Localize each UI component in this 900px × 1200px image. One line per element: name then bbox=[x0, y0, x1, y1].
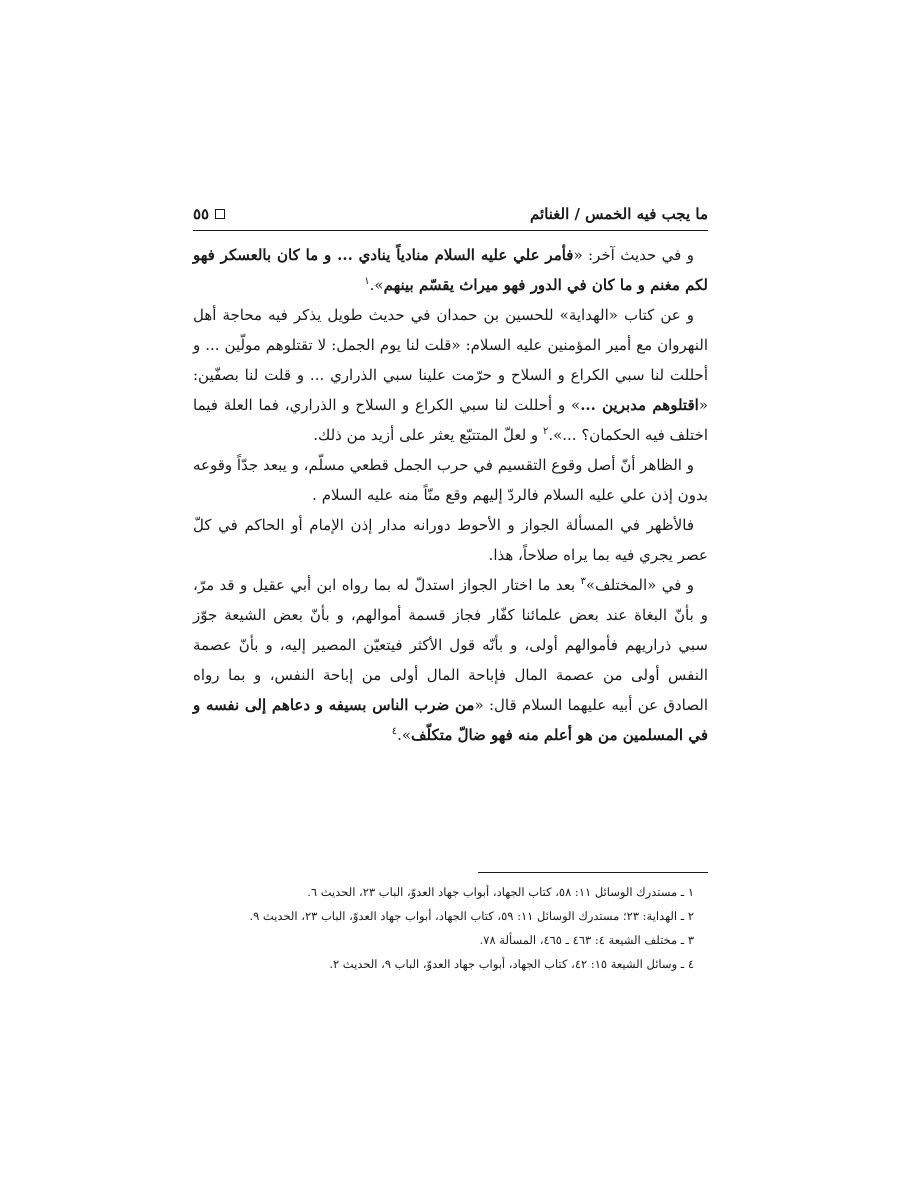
text-run: و في حديث آخر: « bbox=[573, 246, 694, 264]
main-text bbox=[193, 240, 708, 750]
text-run: و الظاهر أنّ أصل وقوع التقسيم في حرب الجمل قطعي مسلّم، و يبعد جدّاً وقوعه بدون إذن علي عليه السلام فالردّ إليهم وقع منّاً منه عليه السلام . bbox=[193, 456, 708, 504]
quoted-hadith: من ضرب الناس بسيفه و دعاهم إلى نفسه و في المسلمين من هو أعلم منه فهو ضالّ متكلّف bbox=[193, 696, 708, 744]
footnotes bbox=[193, 880, 708, 976]
text-run: و عن كتاب «الهداية» للحسين بن حمدان في حديث طويل يذكر فيه محاجة أهل النهروان مع أمير المؤمنين عليه السلام: «قلت لنا يوم الجمل: لا تقتلوهم مولّين ... و أحللت لنا سبي الكراع و السلاح و حرّمت علينا سبي الذراري ... و قلت لنا بصفّين: « bbox=[193, 306, 708, 414]
header-divider bbox=[193, 230, 708, 231]
chapter-title: ما يجب فيه الخمس / الغنائم bbox=[530, 205, 708, 223]
footnote-1: ١ ـ مستدرك الوسائل ١١: ٥٨، كتاب الجهاد، أبواب جهاد العدوّ، الباب ٢٣، الحديث ٦. bbox=[307, 885, 694, 899]
page-number-block bbox=[193, 205, 225, 223]
text-run: و لعلّ المتتبّع يعثر على أزيد من ذلك. bbox=[313, 426, 543, 444]
paragraph-5 bbox=[193, 570, 708, 750]
paragraph-3 bbox=[193, 450, 708, 510]
text-run: فالأظهر في المسألة الجواز و الأحوط دورانه مدار إذن الإمام أو الحاكم في كلّ عصر يجري فيه بما يراه صلاحاً، هذا. bbox=[193, 516, 708, 564]
text-run: » و أحللت لنا سبي الكراع و السلاح و الذراري، فما العلة فيما اختلف فيه الحكمان؟ ...». bbox=[193, 396, 708, 444]
footnote-ref-3: ٣ bbox=[580, 576, 586, 587]
square-ornament-icon bbox=[215, 209, 225, 219]
running-header bbox=[193, 200, 708, 228]
paragraph-2 bbox=[193, 300, 708, 450]
footnote-4: ٤ ـ وسائل الشيعة ١٥: ٤٢، كتاب الجهاد، أبواب جهاد العدوّ، الباب ٩، الحديث ٢. bbox=[329, 957, 694, 971]
footnote-2: ٢ ـ الهداية: ٢٣؛ مستدرك الوسائل ١١: ٥٩، كتاب الجهاد، أبواب جهاد العدوّ، الباب ٢٣، الحديث ٩. bbox=[249, 909, 694, 923]
footnote-ref-4: ٤ bbox=[391, 726, 398, 737]
footnote-divider bbox=[478, 872, 708, 873]
footnote-ref-2: ٢ bbox=[542, 426, 549, 437]
quoted-hadith: فأمر علي عليه السلام منادياً ينادي ... و ما كان بالعسكر فهو لكم مغنم و ما كان في الدور فهو ميراث يقسّم بينهم bbox=[193, 246, 708, 294]
text-run: ». bbox=[369, 276, 384, 294]
paragraph-4 bbox=[193, 510, 708, 570]
footnote-ref-1: ١ bbox=[364, 276, 370, 287]
paragraph-1 bbox=[193, 240, 708, 300]
text-run: ». bbox=[397, 726, 412, 744]
text-run: و في «المختلف» bbox=[585, 576, 694, 594]
text-run: بعد ما اختار الجواز استدلّ له بما رواه ابن أبي عقيل و قد مرّ، و بأنّ البغاة عند بعض علمائنا كفّار فجاز قسمة أموالهم، و بأنّ بعض الشيعة جوّز سبي ذراريهم فأموالهم أولى، و بأنّه قول الأكثر فيتعيّن المصير إليه، و بأنّ عصمة النفس أولى من عصمة المال فإباحة المال أولى من إباحة النفس، و بما رواه الصادق عن أبيه عليهما السلام قال: « bbox=[193, 576, 708, 714]
quoted-hadith: اقتلوهم مدبرين ... bbox=[580, 396, 699, 414]
page-number: ٥٥ bbox=[193, 205, 210, 223]
footnote-3: ٣ ـ مختلف الشيعة ٤: ٤٦٣ ـ ٤٦٥، المسألة ٧٨. bbox=[479, 933, 694, 947]
